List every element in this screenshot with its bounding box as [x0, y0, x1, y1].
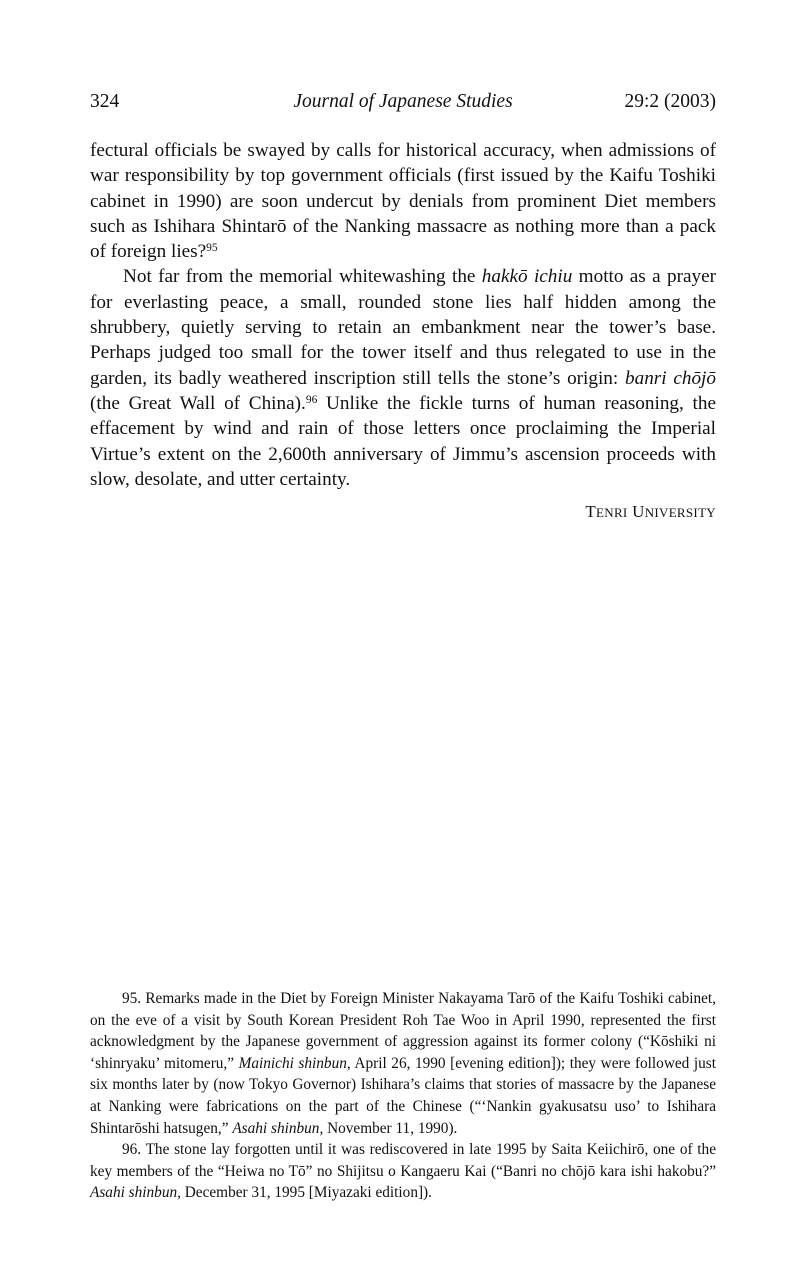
footnote-96-text-2: December 31, 1995 [Miyazaki edition]).: [180, 1184, 432, 1202]
paragraph-2: [90, 264, 716, 492]
affiliation-t-cap: T: [585, 502, 597, 522]
footnote-96-italic-1: Asahi shinbun,: [90, 1184, 181, 1202]
affiliation-t-rest: ENRI: [596, 505, 628, 521]
footnote-95-text-1: 95. Remarks made in the Diet by Foreign Minister Nakayama Tarō of the Kaifu Toshiki cabinet, on the eve of a visit by South Korean President Roh Tae Woo in April 1990, represented the first acknowledgment by the Japanese government of aggression against its former colony (“Kōshiki ni ‘shinryaku’ mitomeru,”: [90, 990, 716, 1072]
body-text: [90, 138, 716, 525]
paragraph-2-text-4: Unlike the fickle turns of human reasoning, the effacement by wind and rain of those letters once proclaiming the Imperial Virtue’s extent on the 2,600th anniversary of Jimmu’s ascension proceeds with slow, desolate, and utter certainty.: [90, 392, 716, 490]
paragraph-2-text-2: motto as a prayer for everlasting peace, a small, rounded stone lies half hidden among the shrubbery, quietly serving to retain an embankment near the tower’s base. Perhaps judged too small for the tower itself and thus relegated to use in the garden, its badly weathered inscription still tells the stone’s origin:: [90, 266, 716, 389]
affiliation-u-cap: U: [632, 502, 645, 522]
paragraph-2-text-1: Not far from the memorial whitewashing the: [123, 266, 482, 288]
paragraph-1: [90, 138, 716, 264]
paragraph-2-text-3: (the Great Wall of China).: [90, 392, 306, 414]
author-affiliation: [90, 499, 716, 525]
footnotes: [90, 988, 716, 1204]
footnote-ref-96: 96: [305, 393, 318, 406]
paragraph-1-text: fectural officials be swayed by calls for historical accuracy, when admissions of war responsibility by top government officials (first issued by the Kaifu Toshiki cabinet in 1990) are soon undercut by denials from prominent Diet members such as Ishihara Shintarō of the Nanking massacre as nothing more than a pack of foreign lies?: [90, 140, 716, 263]
paragraph-2-italic-1: hakkō ichiu: [481, 266, 573, 288]
footnote-95-italic-2: Asahi shinbun,: [232, 1119, 324, 1137]
footnote-ref-95: 95: [206, 241, 218, 254]
running-head: [90, 88, 716, 116]
issue-number: 29:2 (2003): [624, 91, 716, 112]
footnote-95: [90, 988, 716, 1139]
footnote-96: [90, 1139, 716, 1204]
footnote-95-text-3: November 11, 1990).: [323, 1119, 458, 1137]
affiliation-u-rest: NIVERSITY: [644, 505, 716, 521]
journal-title: Journal of Japanese Studies: [293, 91, 513, 112]
footnote-96-text-1: 96. The stone lay forgotten until it was rediscovered in late 1995 by Saita Keiichirō, one of the key members of the “Heiwa no Tō” no Shijitsu o Kangaeru Kai (“Banri no chōjō kara ishi hakobu?”: [90, 1141, 716, 1180]
footnote-95-italic-1: Mainichi shinbun,: [238, 1054, 351, 1072]
paragraph-2-italic-2: banri chōjō: [625, 367, 716, 389]
page-number: 324: [90, 91, 120, 112]
footnote-95-text-2: April 26, 1990 [evening edition]); they were followed just six months later by (now Tokyo Governor) Ishihara’s claims that stories of massacre by the Japanese at Nanking were fabrications on the part of the Chinese (“‘Nankin gyakusatsu uso’ to Ishihara Shintarōshi hatsugen,”: [90, 1054, 716, 1137]
journal-page: [90, 0, 716, 1285]
